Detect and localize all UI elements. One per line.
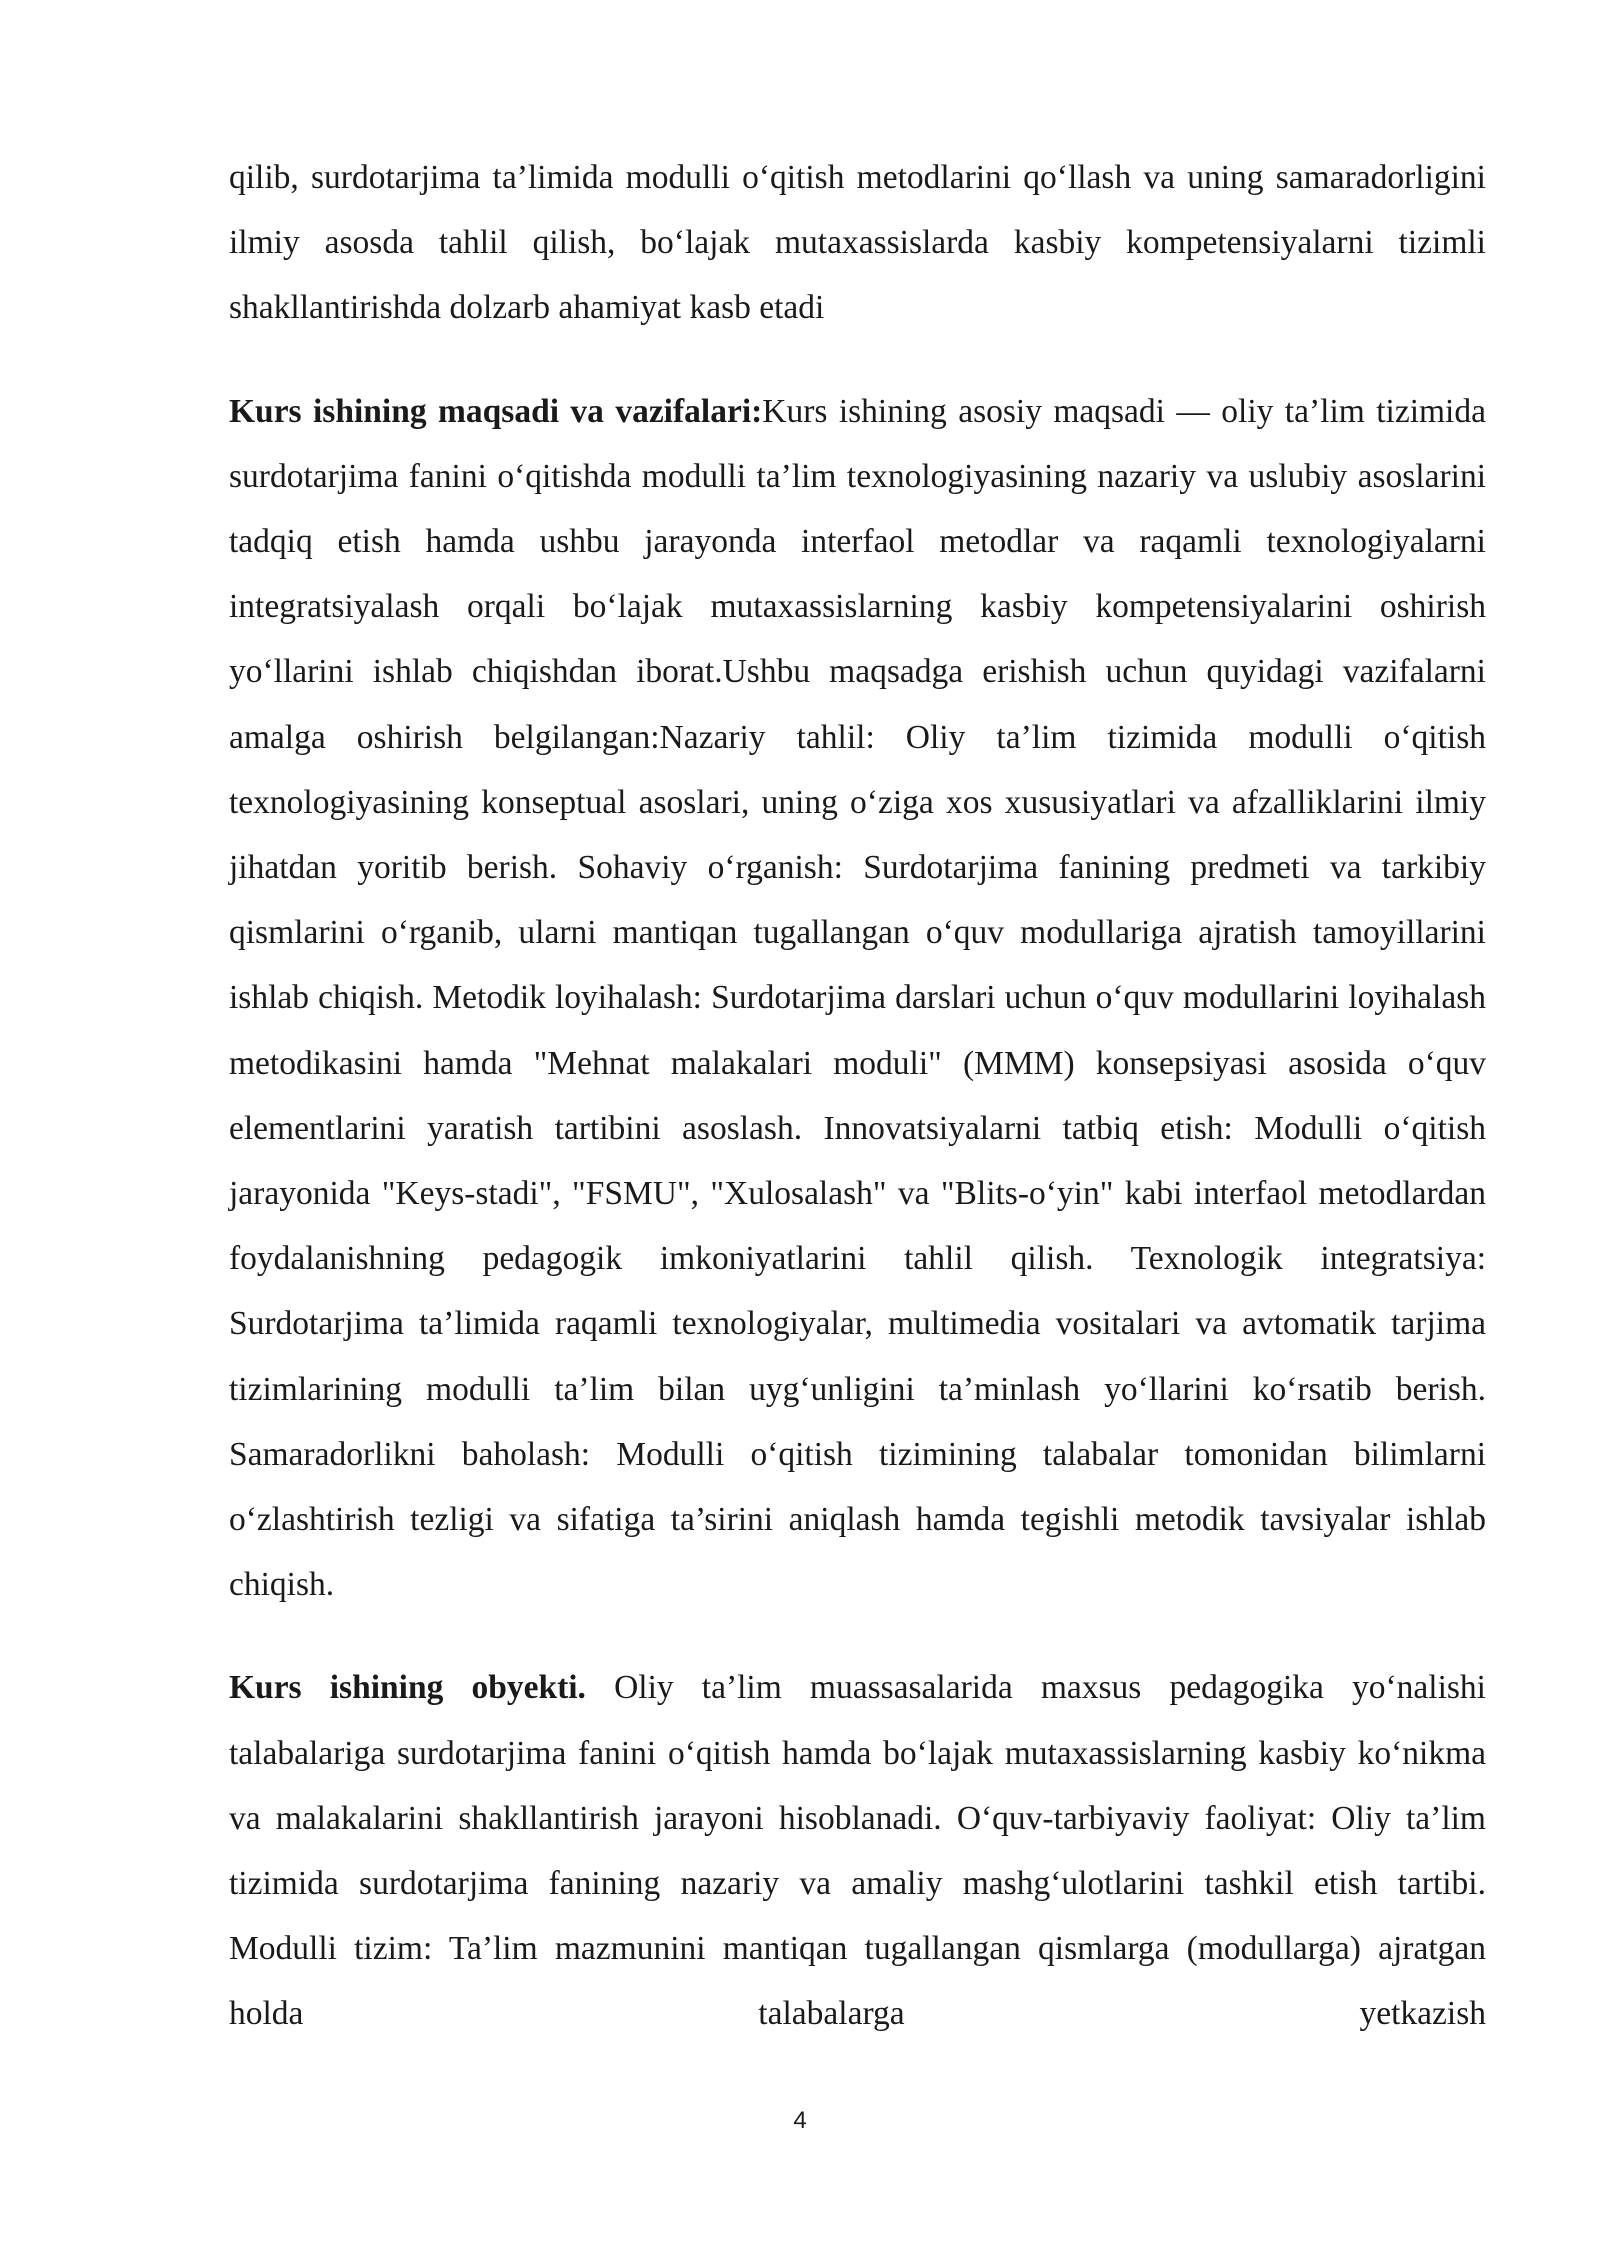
paragraph-text: Oliy ta’lim muassasalarida maxsus pedagogika yo‘nalishi talabalariga surdotarjima fanini o‘qitish hamda bo‘lajak mutaxassislarning kasbiy ko‘nikma va malakalarini shakllantirish jarayoni hisoblanadi. O‘quv-tarbiyaviy faoliyat: Oliy ta’lim tizimida surdotarjima fanining nazariy va amaliy mashg‘ulotlarini tashkil etish tartibi. Modulli tizim: Ta’lim mazmunini mantiqan tugallangan qismlarga (modullarga) ajratgan holda talabalarga yetkazish xyxy=(229,1669,1486,2033)
paragraph-intro-continuation xyxy=(229,145,1486,341)
paragraph-object xyxy=(229,1655,1486,2046)
paragraph-goals-and-tasks xyxy=(229,379,1486,1618)
paragraph-text: Kurs ishining asosiy maqsadi — oliy ta’lim tizimida surdotarjima fanini o‘qitishda modulli ta’lim texnologiyasining nazariy va uslubiy asoslarini tadqiq etish hamda ushbu jarayonda interfaol metodlar va raqamli texnologiyalarni integratsiyalash orqali bo‘lajak mutaxassislarning kasbiy kompetensiyalarini oshirish yo‘llarini ishlab chiqishdan iborat.Ushbu maqsadga erishish uchun quyidagi vazifalarni amalga oshirish belgilangan:Nazariy tahlil: Oliy ta’lim tizimida modulli o‘qitish texnologiyasining konseptual asoslari, uning o‘ziga xos xususiyatlari va afzalliklarini ilmiy jihatdan yoritib berish. Sohaviy o‘rganish: Surdotarjima fanining predmeti va tarkibiy qismlarini o‘rganib, ularni mantiqan tugallangan o‘quv modullariga ajratish tamoyillarini ishlab chiqish. Metodik loyihalash: Surdotarjima darslari uchun o‘quv modullarini loyihalash metodikasini hamda "Mehnat malakalari moduli" (MMM) konsepsiyasi asosida o‘quv elementlarini yaratish tartibini asoslash. Innovatsiyalarni tatbiq etish: Modulli o‘qitish jarayonida "Keys-stadi", "FSMU", "Xulosalash" va "Blits-o‘yin" kabi interfaol metodlardan foydalanishning pedagogik imkoniyatlarini tahlil qilish. Texnologik integratsiya: Surdotarjima ta’limida raqamli texnologiyalar, multimedia vositalari va avtomatik tarjima tizimlarining modulli ta’lim bilan uyg‘unligini ta’minlash yo‘llarini ko‘rsatib berish. Samaradorlikni baholash: Modulli o‘qitish tizimining talabalar tomonidan bilimlarni o‘zlashtirish tezligi va sifatiga ta’sirini aniqlash hamda tegishli metodik tavsiyalar ishlab chiqish. xyxy=(229,392,1486,1604)
paragraph-lead: Kurs ishining maqsadi va vazifalari: xyxy=(229,392,763,430)
document-body xyxy=(229,145,1486,2047)
paragraph-text: qilib, surdotarjima ta’limida modulli o‘qitish metodlarini qo‘llash va uning samaradorligini ilmiy asosda tahlil qilish, bo‘lajak mutaxassislarda kasbiy kompetensiyalarni tizimli shakllantirishda dolzarb ahamiyat kasb etadi xyxy=(229,159,1486,327)
page-number: 4 xyxy=(793,2107,807,2134)
paragraph-lead: Kurs ishining obyekti. xyxy=(229,1669,586,1707)
